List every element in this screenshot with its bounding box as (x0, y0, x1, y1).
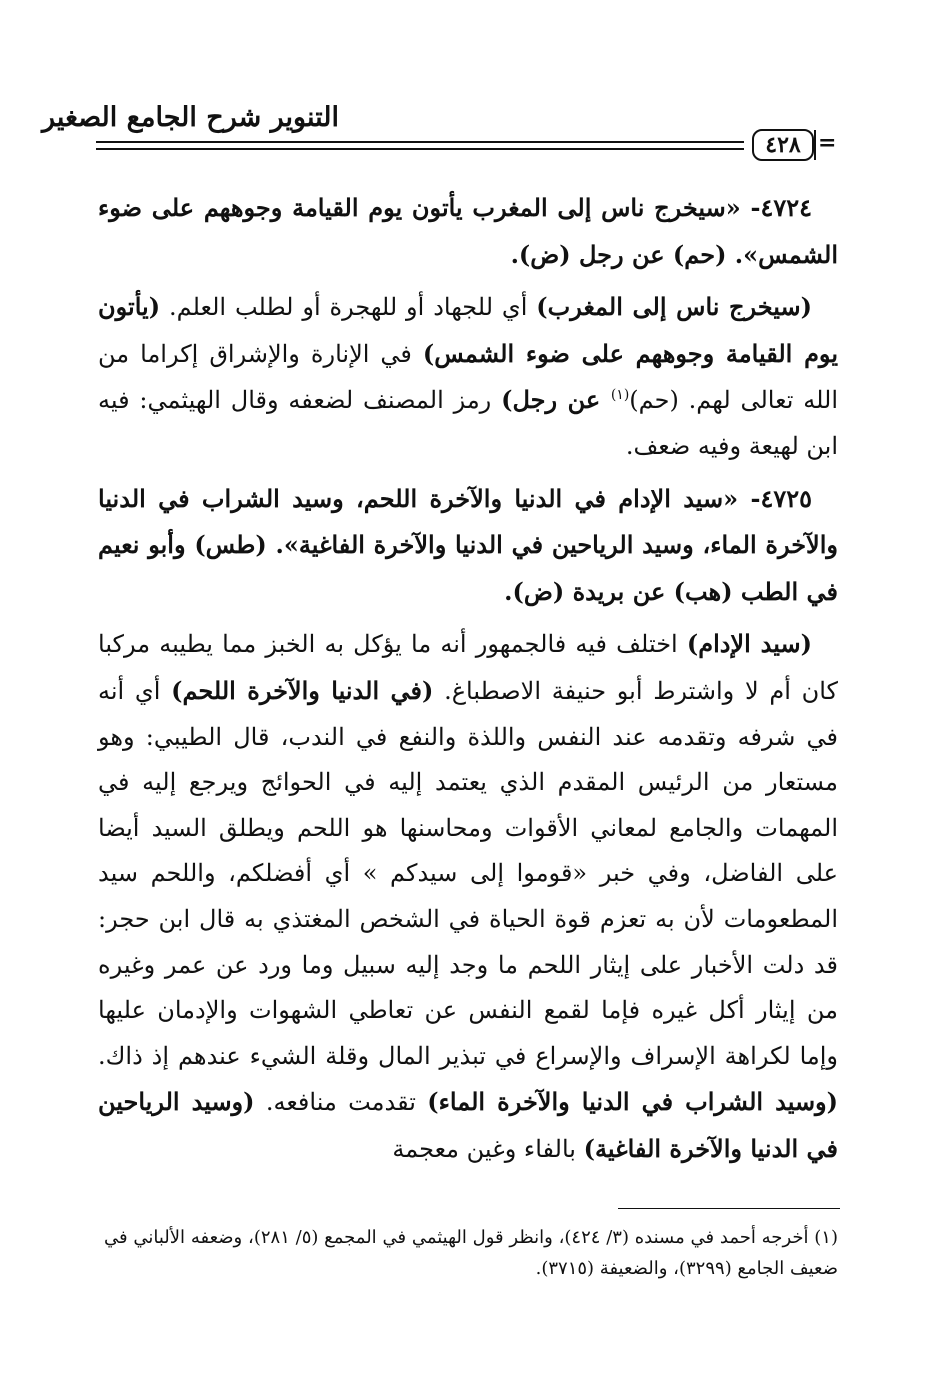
running-title: التنوير شرح الجامع الصغير (42, 102, 339, 133)
commentary-text: أي أنه في شرفه وتقدمه عند النفس واللذة والنفع في الندب، قال الطيبي: وهو مستعار من الرئيس المقدم الذي يعتمد إليه في الحوائج ويرجع إليه في المهمات والجامع لمعاني الأقوات ومحاسنها هو اللحم ويطلق السيد أيضا على الفاضل، وفي خبر «قوموا إلى سيدكم » أي أفضلكم، واللحم سيد المطعومات لأن به تعزم قوة الحياة في الشخص المغتذي به قال ابن حجر: قد دلت الأخبار على إيثار اللحم ما وجد إليه سبيل وما ورد عن عمر وغيره من إيثار أكل غيره فإما لقمع النفس عن تعاطي الشهوات والإدمان عليها وإما لكراهة الإسراف والإسراع في تبذير المال وقلة الشيء عندهم إذ ذاك. (98, 676, 838, 1070)
footnote-marker: (١) (610, 387, 630, 404)
commentary-quote: (في الدنيا والآخرة اللحم) (171, 675, 434, 705)
commentary-text: بالفاء وغين معجمة (392, 1134, 584, 1163)
hadith-text: «سيد الإدام في الدنيا والآخرة اللحم، وسيد الشراب في الدنيا والآخرة الماء، وسيد الرياحين في الدنيا والآخرة الفاغية». (طس) وأبو نعيم في الطب (هب) عن بريدة (ض). (98, 483, 838, 606)
commentary-quote: (سيد الإدام) (686, 629, 812, 659)
commentary-text: في الإنارة والإشراق إكراما من الله تعالى لهم. (حم) (98, 339, 839, 415)
commentary-quote: (وسيد الشراب في الدنيا والآخرة الماء) (427, 1087, 839, 1117)
commentary-quote: عن رجل) (501, 385, 611, 415)
page-number-divider (814, 130, 816, 160)
commentary-paragraph (98, 284, 838, 469)
header-rule (96, 141, 744, 143)
commentary-quote: (سيخرج ناس إلى المغرب) (536, 292, 812, 322)
commentary-quote: (وسيد الرياحين في الدنيا والآخرة الفاغية) (98, 1087, 838, 1163)
hadith-number: ٤٧٢٤ (760, 193, 812, 222)
hadith-entry (98, 185, 838, 278)
hadith-text: «سيخرج ناس إلى المغرب يأتون يوم القيامة وجوههم على ضوء الشمس». (حم) عن رجل (ض). (98, 193, 838, 269)
footnotes (104, 1222, 838, 1284)
page-number-text: ٤٢٨ (765, 132, 801, 158)
hadith-dash: - (738, 483, 761, 513)
commentary-text: تقدمت منافعه. (254, 1088, 428, 1117)
footnote: (١) أخرجه أحمد في مسنده (٣/ ٤٢٤)، وانظر قول الهيثمي في المجمع (٥/ ٢٨١)، وضعفه الألباني في ضعيف الجامع (٣٢٩٩)، والضعيفة (٣٧١٥). (104, 1227, 838, 1279)
footnote-rule (618, 1208, 840, 1209)
hadith-dash: - (740, 193, 761, 222)
commentary-text: رمز المصنف لضعفه وقال الهيثمي: فيه ابن لهيعة وفيه ضعف. (98, 386, 838, 460)
header-rule (96, 148, 744, 150)
hadith-entry (98, 476, 838, 616)
commentary-quote: (يأتون يوم القيامة وجوههم على ضوء الشمس) (98, 292, 838, 368)
page-number-mark: = (818, 130, 837, 156)
page-number (752, 129, 814, 161)
commentary-paragraph (98, 621, 838, 1172)
hadith-number: ٤٧٢٥ (760, 483, 812, 513)
commentary-text: أي للجهاد أو للهجرة أو لطلب العلم. (160, 293, 537, 322)
commentary-text: اختلف فيه فالجمهور أنه ما يؤكل به الخبز مما يطيبه مركبا كان أم لا واشترط أبو حنيفة الاصطباغ. (98, 630, 838, 705)
main-text (98, 185, 838, 1178)
